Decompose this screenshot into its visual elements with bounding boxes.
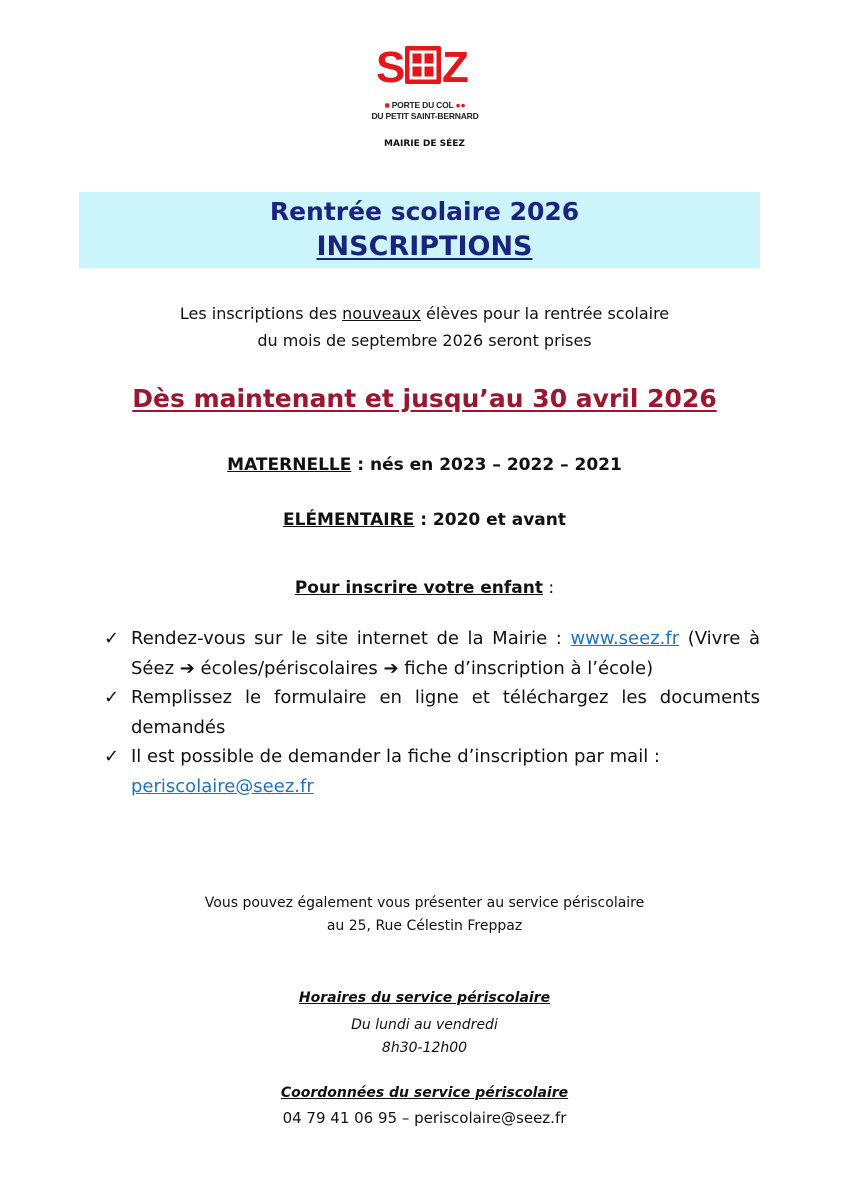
intro-text: Les inscriptions des nouveaux élèves pour la rentrée scolaire du mois de septembre 2026 seront prises [179,304,670,350]
page-subtitle: INSCRIPTIONS [316,231,533,262]
registration-period: Dès maintenant et jusqu’au 30 avril 2026 [132,384,717,413]
logo-tagline-line2: DU PETIT SAINT-BERNARD [371,111,479,121]
list-item: ✓ Il est possible de demander la fiche d’inscription par mail : periscolaire@seez.fr [104,742,760,801]
list-item: ✓ Rendez-vous sur le site internet de la Mairie : www.seez.fr (Vivre à Séez ➔ écoles/périscolaires ➔ fiche d’inscription à l’école) [104,624,760,683]
contact-title: Coordonnées du service périscolaire [280,1085,569,1101]
logo-tagline-line1: ■ PORTE DU COL ●● [384,100,466,110]
seez-logo-mark [360,40,490,90]
service-info: Vous pouvez également vous présenter au service périscolaire au 25, Rue Célestin Freppaz [204,895,645,934]
howto-heading: Pour inscrire votre enfant : [294,578,555,598]
badge-icon: ●● [455,100,466,110]
flag-icon: ■ [384,100,390,110]
check-icon: ✓ [104,628,120,649]
list-item: ✓ Remplissez le formulaire en ligne et téléchargez les documents demandés [104,683,760,742]
contact-info: 04 79 41 06 95 – periscolaire@seez.fr [282,1109,567,1127]
hours-title: Horaires du service périscolaire [298,990,551,1006]
steps-list [104,624,760,801]
mairie-header: MAIRIE DE SÉEZ [384,139,465,149]
svg-text:S: S [376,43,406,90]
page-title: Rentrée scolaire 2026 [269,197,580,226]
check-icon: ✓ [104,687,120,708]
check-icon: ✓ [104,746,120,767]
website-link[interactable]: www.seez.fr [570,628,680,649]
email-link[interactable]: periscolaire@seez.fr [131,775,314,797]
hours-info: Du lundi au vendredi 8h30-12h00 [351,1017,498,1056]
svg-text:Z: Z [442,43,469,90]
maternelle-line: MATERNELLE : nés en 2023 – 2022 – 2021 [227,455,622,475]
seez-logo [360,40,490,125]
elementaire-line: ELÉMENTAIRE : 2020 et avant [283,510,566,530]
